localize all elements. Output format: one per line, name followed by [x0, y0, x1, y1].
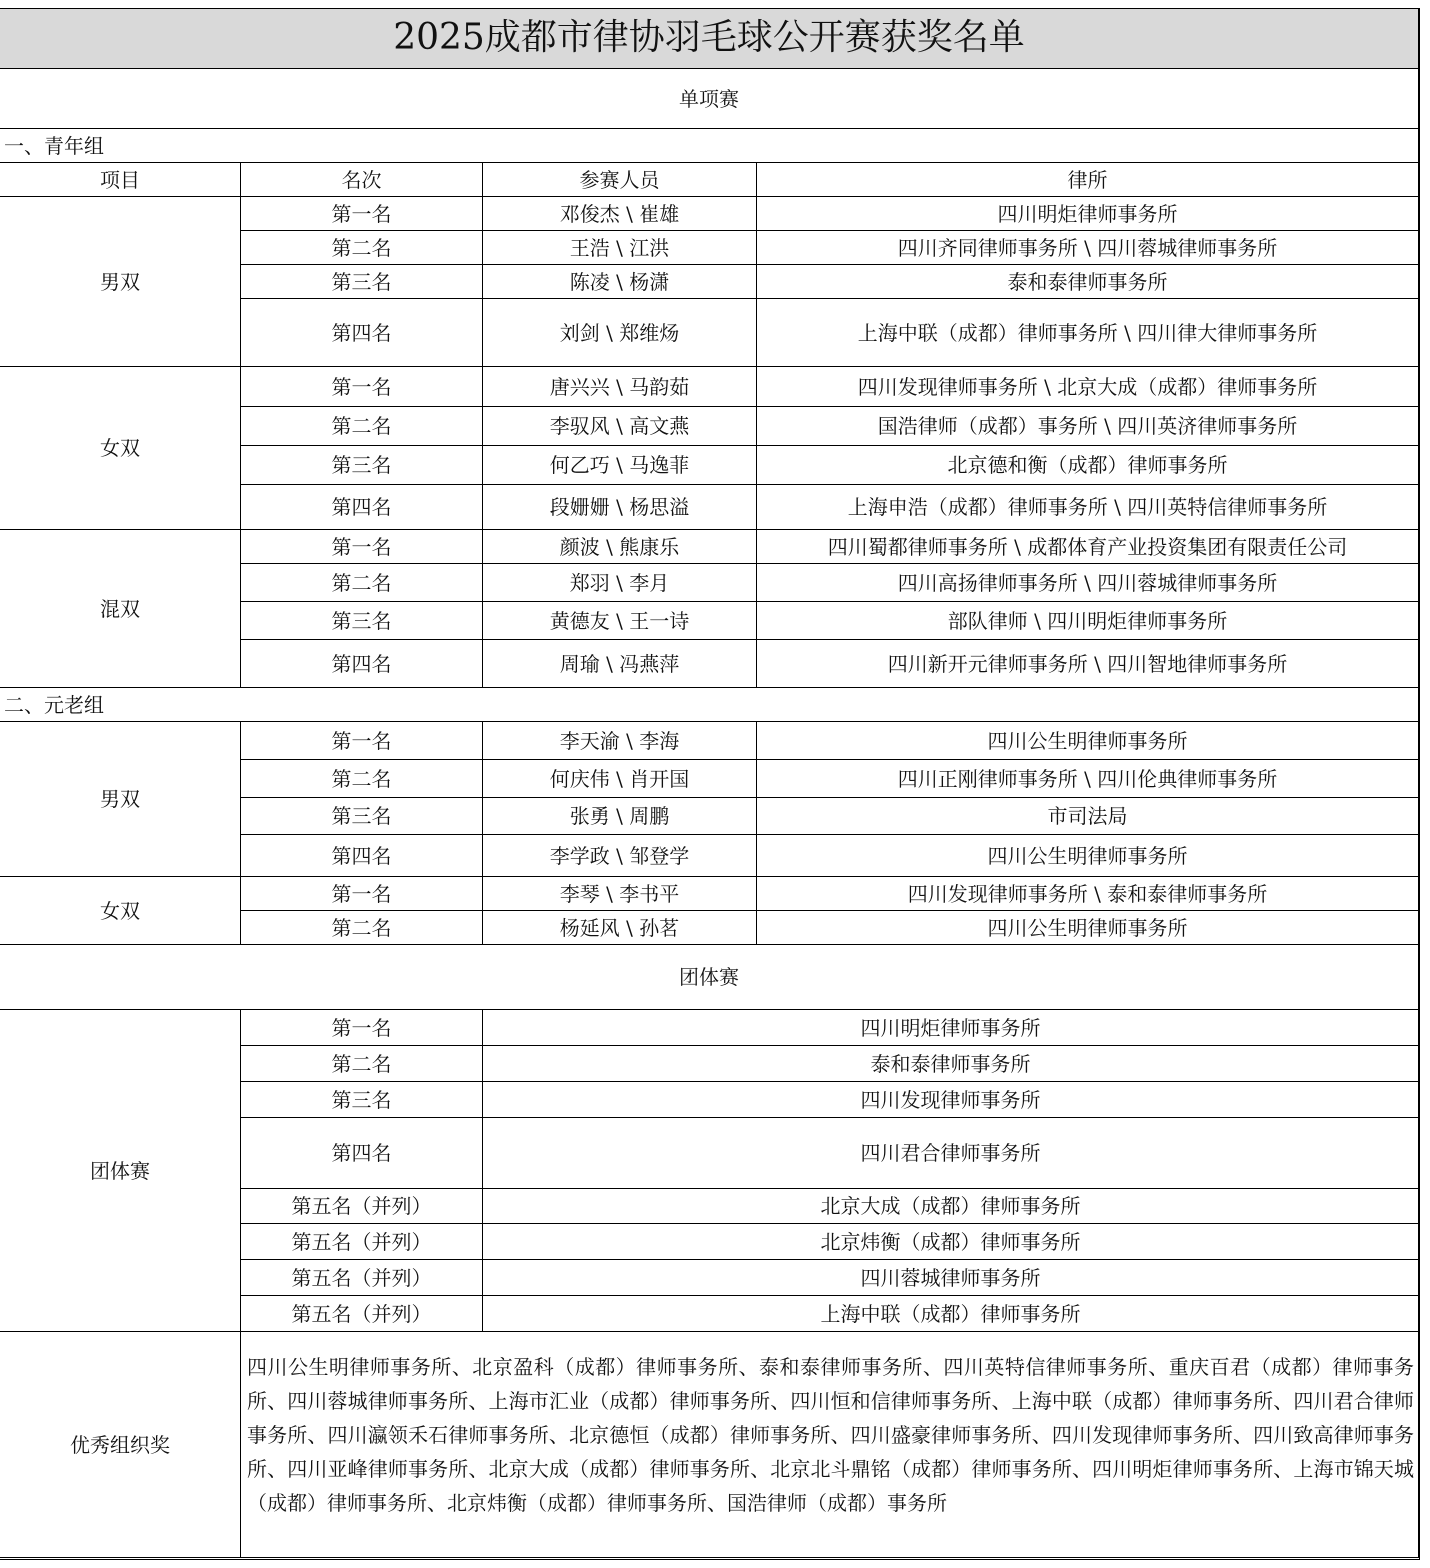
team-firm-cell: 泰和泰律师事务所: [483, 1046, 1419, 1082]
team-event-cell: 团体赛: [0, 1010, 241, 1332]
players-cell: 周瑜 \ 冯燕萍: [483, 640, 757, 688]
team-firm-cell: 四川君合律师事务所: [483, 1118, 1419, 1189]
firm-cell: 四川发现律师事务所 \ 泰和泰律师事务所: [757, 877, 1419, 911]
event-cell: 女双: [0, 877, 241, 945]
firm-cell: 四川明炬律师事务所: [757, 197, 1419, 231]
firm-cell: 北京德和衡（成都）律师事务所: [757, 446, 1419, 485]
event-cell: 男双: [0, 197, 241, 367]
players-cell: 李驭风 \ 高文燕: [483, 407, 757, 446]
players-cell: 段姗姗 \ 杨思溢: [483, 485, 757, 530]
team-rank-cell: 第四名: [241, 1118, 483, 1189]
firm-cell: 四川正刚律师事务所 \ 四川伦典律师事务所: [757, 760, 1419, 798]
team-firm-cell: 四川明炬律师事务所: [483, 1010, 1419, 1046]
rank-cell: 第一名: [241, 197, 483, 231]
page-title: 2025成都市律协羽毛球公开赛获奖名单: [0, 8, 1419, 69]
group-youth-heading: 一、青年组: [0, 129, 1419, 163]
firm-cell: 国浩律师（成都）事务所 \ 四川英济律师事务所: [757, 407, 1419, 446]
rank-cell: 第四名: [241, 299, 483, 367]
team-firm-cell: 北京炜衡（成都）律师事务所: [483, 1224, 1419, 1260]
rank-cell: 第二名: [241, 231, 483, 265]
firm-cell: 四川发现律师事务所 \ 北京大成（成都）律师事务所: [757, 367, 1419, 407]
event-cell: 男双: [0, 722, 241, 877]
team-rank-cell: 第五名（并列）: [241, 1260, 483, 1296]
firm-cell: 上海中联（成都）律师事务所 \ 四川律大律师事务所: [757, 299, 1419, 367]
rank-cell: 第三名: [241, 602, 483, 640]
players-cell: 李学政 \ 邹登学: [483, 835, 757, 877]
players-cell: 张勇 \ 周鹏: [483, 798, 757, 835]
players-cell: 唐兴兴 \ 马韵茹: [483, 367, 757, 407]
section-team: 团体赛: [0, 945, 1419, 1010]
team-firm-cell: 四川发现律师事务所: [483, 1082, 1419, 1118]
rank-cell: 第三名: [241, 798, 483, 835]
team-rank-cell: 第一名: [241, 1010, 483, 1046]
section-individual: 单项赛: [0, 69, 1419, 129]
team-rank-cell: 第五名（并列）: [241, 1296, 483, 1332]
header-players: 参赛人员: [483, 163, 757, 197]
rank-cell: 第四名: [241, 640, 483, 688]
rank-cell: 第二名: [241, 760, 483, 798]
rank-cell: 第一名: [241, 530, 483, 564]
players-cell: 颜波 \ 熊康乐: [483, 530, 757, 564]
players-cell: 刘剑 \ 郑维炀: [483, 299, 757, 367]
players-cell: 李天渝 \ 李海: [483, 722, 757, 760]
rank-cell: 第三名: [241, 446, 483, 485]
players-cell: 何庆伟 \ 肖开国: [483, 760, 757, 798]
rank-cell: 第一名: [241, 722, 483, 760]
team-rank-cell: 第五名（并列）: [241, 1189, 483, 1224]
team-rank-cell: 第三名: [241, 1082, 483, 1118]
players-cell: 何乙巧 \ 马逸菲: [483, 446, 757, 485]
header-rank: 名次: [241, 163, 483, 197]
rank-cell: 第二名: [241, 407, 483, 446]
firm-cell: 四川高扬律师事务所 \ 四川蓉城律师事务所: [757, 564, 1419, 602]
header-event: 项目: [0, 163, 241, 197]
rank-cell: 第四名: [241, 835, 483, 877]
team-firm-cell: 北京大成（成都）律师事务所: [483, 1189, 1419, 1224]
players-cell: 李琴 \ 李书平: [483, 877, 757, 911]
rank-cell: 第四名: [241, 485, 483, 530]
award-text: 四川公生明律师事务所、北京盈科（成都）律师事务所、泰和泰律师事务所、四川英特信律师事务所、重庆百君（成都）律师事务所、四川蓉城律师事务所、上海市汇业（成都）律师事务所、四川恒和信律师事务所、上海中联（成都）律师事务所、四川君合律师事务所、四川瀛领禾石律师事务所、北京德恒（成都）律师事务所、四川盛豪律师事务所、四川发现律师事务所、四川致高律师事务所、四川亚峰律师事务所、北京大成（成都）律师事务所、北京北斗鼎铭（成都）律师事务所、四川明炬律师事务所、上海市锦天城（成都）律师事务所、北京炜衡（成都）律师事务所、国浩律师（成都）事务所: [241, 1332, 1419, 1558]
header-firm: 律所: [757, 163, 1419, 197]
players-cell: 黄德友 \ 王一诗: [483, 602, 757, 640]
firm-cell: 市司法局: [757, 798, 1419, 835]
award-table: [0, 8, 1419, 1559]
firm-cell: 四川新开元律师事务所 \ 四川智地律师事务所: [757, 640, 1419, 688]
team-firm-cell: 四川蓉城律师事务所: [483, 1260, 1419, 1296]
firm-cell: 上海申浩（成都）律师事务所 \ 四川英特信律师事务所: [757, 485, 1419, 530]
team-rank-cell: 第二名: [241, 1046, 483, 1082]
team-firm-cell: 上海中联（成都）律师事务所: [483, 1296, 1419, 1332]
firm-cell: 四川蜀都律师事务所 \ 成都体育产业投资集团有限责任公司: [757, 530, 1419, 564]
firm-cell: 四川公生明律师事务所: [757, 722, 1419, 760]
event-cell: 混双: [0, 530, 241, 688]
players-cell: 杨延风 \ 孙茗: [483, 911, 757, 945]
group-senior-heading: 二、元老组: [0, 688, 1419, 722]
rank-cell: 第二名: [241, 911, 483, 945]
players-cell: 陈凌 \ 杨潇: [483, 265, 757, 299]
players-cell: 王浩 \ 江洪: [483, 231, 757, 265]
firm-cell: 四川齐同律师事务所 \ 四川蓉城律师事务所: [757, 231, 1419, 265]
firm-cell: 四川公生明律师事务所: [757, 835, 1419, 877]
event-cell: 女双: [0, 367, 241, 530]
firm-cell: 泰和泰律师事务所: [757, 265, 1419, 299]
firm-cell: 四川公生明律师事务所: [757, 911, 1419, 945]
rank-cell: 第一名: [241, 877, 483, 911]
firm-cell: 部队律师 \ 四川明炬律师事务所: [757, 602, 1419, 640]
rank-cell: 第三名: [241, 265, 483, 299]
players-cell: 邓俊杰 \ 崔雄: [483, 197, 757, 231]
rank-cell: 第二名: [241, 564, 483, 602]
award-label: 优秀组织奖: [0, 1332, 241, 1558]
rank-cell: 第一名: [241, 367, 483, 407]
players-cell: 郑羽 \ 李月: [483, 564, 757, 602]
team-rank-cell: 第五名（并列）: [241, 1224, 483, 1260]
